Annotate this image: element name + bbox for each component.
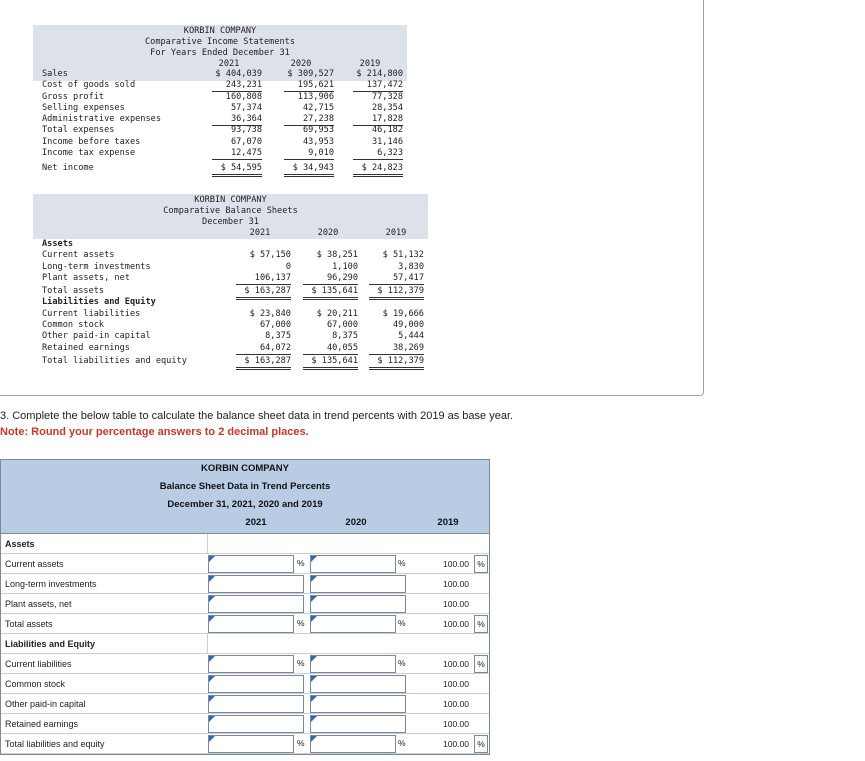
income-row	[33, 114, 407, 125]
percent-sign: %	[398, 658, 406, 668]
percent-sign: %	[474, 735, 488, 753]
income-row	[33, 80, 407, 91]
trend-percent-table	[0, 459, 490, 755]
income-row-value: 57,374	[230, 102, 262, 113]
balance-asset-row-value: $ 163,287	[236, 286, 291, 300]
income-row-value: 27,238	[284, 114, 334, 126]
balance-liability-row-value: $ 20,211	[316, 308, 358, 319]
trend-asset-row-label: Current assets	[5, 559, 64, 569]
trend-2019-base-value: 100.00	[443, 719, 469, 729]
balance-liability-row-value: 64,072	[236, 343, 291, 355]
rounding-note: Note: Round your percentage answers to 2 decimal places.	[0, 426, 309, 438]
income-row-value: 36,364	[212, 114, 262, 126]
income-row-label: Gross profit	[42, 91, 105, 102]
trend-2019-base-value: 100.00	[443, 659, 469, 669]
trend-title: Balance Sheet Data in Trend Percents	[159, 481, 331, 492]
income-title: Comparative Income Statements	[144, 37, 296, 47]
balance-asset-row-value: 0	[285, 261, 291, 272]
trend-2019-base-value: 100.00	[443, 559, 469, 569]
income-row-value: 77,328	[371, 91, 403, 102]
balance-year-2021: 2021	[249, 228, 271, 238]
trend-liability-row	[1, 694, 489, 714]
balance-liability-row-label: Total liabilities and equity	[42, 355, 187, 366]
income-row	[33, 92, 407, 103]
balance-asset-row-label: Long-term investments	[42, 261, 151, 272]
balance-liability-row-label: Common stock	[42, 320, 105, 331]
balance-asset-row	[33, 250, 428, 261]
trend-liability-row-label: Other paid-in capital	[5, 699, 86, 709]
income-row-label: Total expenses	[42, 125, 115, 136]
trend-asset-row-label: Plant assets, net	[5, 599, 72, 609]
income-row-value: 243,231	[212, 80, 262, 92]
trend-liability-row	[1, 714, 489, 734]
balance-asset-row-value: $ 135,641	[303, 286, 358, 300]
trend-asset-row	[1, 594, 489, 614]
income-row-label: Net income	[42, 163, 94, 174]
income-row-label: Selling expenses	[42, 102, 125, 113]
trend-2021-input[interactable]	[208, 595, 304, 613]
trend-le-header	[1, 634, 489, 654]
income-row-value: 160,808	[225, 91, 262, 102]
income-row-value: 9,010	[284, 148, 334, 160]
income-row-value: 42,715	[302, 102, 334, 113]
balance-sheet-table	[33, 239, 428, 367]
balance-liability-row-label: Retained earnings	[42, 342, 130, 353]
trend-asset-row	[1, 574, 489, 594]
balance-liability-row-label: Current liabilities	[42, 308, 141, 319]
trend-assets-header	[1, 534, 489, 554]
income-row-value: $ 24,823	[353, 163, 403, 177]
trend-2021-input[interactable]	[208, 735, 294, 753]
balance-asset-row-label: Current assets	[42, 250, 115, 261]
balance-le-header	[33, 297, 428, 308]
balance-liability-row-value: $ 23,840	[249, 308, 291, 319]
trend-liability-row-label: Total liabilities and equity	[5, 739, 105, 749]
income-row-value: 6,323	[353, 148, 403, 160]
income-year-2021: 2021	[218, 59, 240, 69]
income-row-value: 43,953	[302, 136, 334, 147]
balance-liability-row	[33, 309, 428, 320]
income-row-value: 93,738	[230, 125, 262, 136]
income-row-value: $ 309,527	[287, 69, 334, 79]
column-divider	[207, 634, 208, 653]
percent-sign: %	[398, 618, 406, 628]
trend-2020-input[interactable]	[310, 695, 406, 713]
percent-sign: %	[474, 655, 488, 673]
balance-asset-row-label: Plant assets, net	[42, 272, 130, 283]
balance-liability-row	[33, 320, 428, 331]
balance-liability-row-value: 49,000	[392, 320, 424, 331]
income-row-value: 113,906	[297, 91, 334, 102]
balance-liability-row-value: 8,375	[265, 331, 291, 342]
trend-2020-input[interactable]	[310, 715, 406, 733]
trend-2019-base-value: 100.00	[443, 579, 469, 589]
income-row	[33, 148, 407, 159]
income-row	[33, 125, 407, 136]
trend-year-2019: 2019	[437, 517, 459, 528]
percent-sign: %	[297, 738, 305, 748]
trend-2020-input[interactable]	[310, 675, 406, 693]
question-text: 3. Complete the below table to calculate the balance sheet data in trend percents with 2019 as base year.	[0, 410, 514, 422]
income-row-value: 17,828	[353, 114, 403, 126]
trend-2019-base-value: 100.00	[443, 739, 469, 749]
income-company: KORBIN COMPANY	[183, 26, 257, 36]
balance-liability-row	[33, 331, 428, 342]
income-year-2020: 2020	[290, 59, 312, 69]
balance-liability-row-value: 67,000	[259, 320, 291, 331]
balance-liability-row-value: $ 163,287	[236, 356, 291, 370]
trend-year-2020: 2020	[345, 517, 367, 528]
balance-period: December 31	[202, 217, 259, 227]
balance-liability-row-value: $ 135,641	[303, 356, 358, 370]
trend-2020-input[interactable]	[310, 575, 406, 593]
trend-2020-input[interactable]	[310, 615, 396, 633]
income-row-value: 67,070	[230, 136, 262, 147]
income-statement-table	[33, 69, 407, 175]
balance-liability-row-value: 40,055	[303, 343, 358, 355]
trend-2020-input[interactable]	[310, 735, 396, 753]
income-row-value: $ 54,595	[212, 163, 262, 177]
balance-asset-row	[33, 273, 428, 284]
income-row-value: 31,146	[371, 136, 403, 147]
income-row-value: 12,475	[212, 148, 262, 160]
income-row-label: Administrative expenses	[42, 114, 161, 125]
trend-le-header-label: Liabilities and Equity	[5, 639, 96, 649]
trend-asset-row-label: Total assets	[5, 619, 53, 629]
balance-liability-row-value: 8,375	[332, 331, 358, 342]
trend-liability-row-label: Current liabilities	[5, 659, 72, 669]
percent-sign: %	[474, 615, 488, 633]
balance-le-header-label: Liabilities and Equity	[42, 297, 156, 308]
balance-asset-row-value: 3,830	[398, 261, 424, 272]
trend-company: KORBIN COMPANY	[201, 463, 289, 474]
trend-2020-input[interactable]	[310, 655, 396, 673]
trend-2020-input[interactable]	[310, 595, 406, 613]
income-row-value: $ 404,039	[215, 69, 262, 79]
trend-asset-row-label: Long-term investments	[5, 579, 97, 589]
balance-asset-row-value: $ 57,150	[249, 250, 291, 261]
income-row-value: $ 214,800	[356, 69, 403, 79]
trend-liability-row-label: Common stock	[5, 679, 66, 689]
trend-2021-input[interactable]	[208, 675, 304, 693]
income-row-value: 28,354	[371, 102, 403, 113]
income-year-2019: 2019	[359, 59, 381, 69]
trend-2019-base-value: 100.00	[443, 599, 469, 609]
balance-asset-row-value: 57,417	[369, 273, 424, 285]
balance-assets-header-label: Assets	[42, 239, 74, 249]
trend-asset-row	[1, 554, 489, 574]
trend-year-2021: 2021	[245, 517, 267, 528]
balance-company: KORBIN COMPANY	[194, 195, 267, 205]
income-row-label: Income tax expense	[42, 148, 136, 159]
balance-year-2020: 2020	[317, 228, 339, 238]
income-row-value: $ 34,943	[284, 163, 334, 177]
percent-sign: %	[297, 558, 305, 568]
trend-assets-header-label: Assets	[5, 539, 35, 549]
trend-2019-base-value: 100.00	[443, 619, 469, 629]
percent-sign: %	[297, 658, 305, 668]
income-row	[33, 163, 407, 174]
trend-liability-row-label: Retained earnings	[5, 719, 79, 729]
balance-asset-row-value: $ 112,379	[369, 286, 424, 300]
balance-year-2019: 2019	[385, 228, 407, 238]
trend-2021-input[interactable]	[208, 715, 304, 733]
trend-table-body	[1, 534, 489, 754]
trend-liability-row	[1, 734, 489, 754]
trend-table-header	[1, 460, 489, 534]
income-row	[33, 69, 407, 80]
income-row	[33, 137, 407, 148]
trend-2021-input[interactable]	[208, 695, 304, 713]
income-period: For Years Ended December 31	[150, 48, 290, 58]
trend-subtitle: December 31, 2021, 2020 and 2019	[167, 499, 323, 510]
income-row	[33, 103, 407, 114]
trend-2019-base-value: 100.00	[443, 679, 469, 689]
balance-asset-row	[33, 262, 428, 273]
income-row-value: 195,621	[284, 80, 334, 92]
balance-liability-row-value: 38,269	[369, 343, 424, 355]
balance-asset-row-value: $ 51,132	[382, 250, 424, 261]
trend-2021-input[interactable]	[208, 655, 294, 673]
balance-asset-row-value: 96,290	[303, 273, 358, 285]
balance-asset-row-value: $ 38,251	[316, 250, 358, 261]
percent-sign: %	[297, 618, 305, 628]
income-row-value: 137,472	[353, 80, 403, 92]
percent-sign: %	[398, 558, 406, 568]
income-row-label: Income before taxes	[42, 136, 141, 147]
trend-liability-row	[1, 674, 489, 694]
balance-liability-row-value: $ 112,379	[369, 356, 424, 370]
balance-asset-row	[33, 286, 428, 297]
income-row-label: Sales	[42, 69, 68, 79]
balance-title: Comparative Balance Sheets	[163, 206, 298, 216]
column-divider	[207, 534, 208, 553]
balance-assets-header	[33, 239, 428, 250]
trend-asset-row	[1, 614, 489, 634]
income-row-label: Cost of goods sold	[42, 80, 136, 91]
balance-liability-row-label: Other paid-in capital	[42, 331, 151, 342]
balance-liability-row-value: $ 19,666	[382, 308, 424, 319]
trend-2020-input[interactable]	[310, 555, 396, 573]
income-row-value: 69,953	[302, 125, 334, 136]
trend-liability-row	[1, 654, 489, 674]
balance-liability-row-value: 67,000	[326, 320, 358, 331]
balance-asset-row-value: 106,137	[236, 273, 291, 285]
trend-2019-base-value: 100.00	[443, 699, 469, 709]
balance-liability-row	[33, 343, 428, 354]
balance-liability-row-value: 5,444	[398, 331, 424, 342]
balance-asset-row-value: 1,100	[332, 261, 358, 272]
trend-2021-input[interactable]	[208, 615, 294, 633]
percent-sign: %	[474, 555, 488, 573]
balance-asset-row-label: Total assets	[42, 286, 105, 297]
balance-liability-row	[33, 356, 428, 367]
trend-2021-input[interactable]	[208, 555, 294, 573]
income-row-value: 46,182	[371, 125, 403, 136]
percent-sign: %	[398, 738, 406, 748]
trend-2021-input[interactable]	[208, 575, 304, 593]
